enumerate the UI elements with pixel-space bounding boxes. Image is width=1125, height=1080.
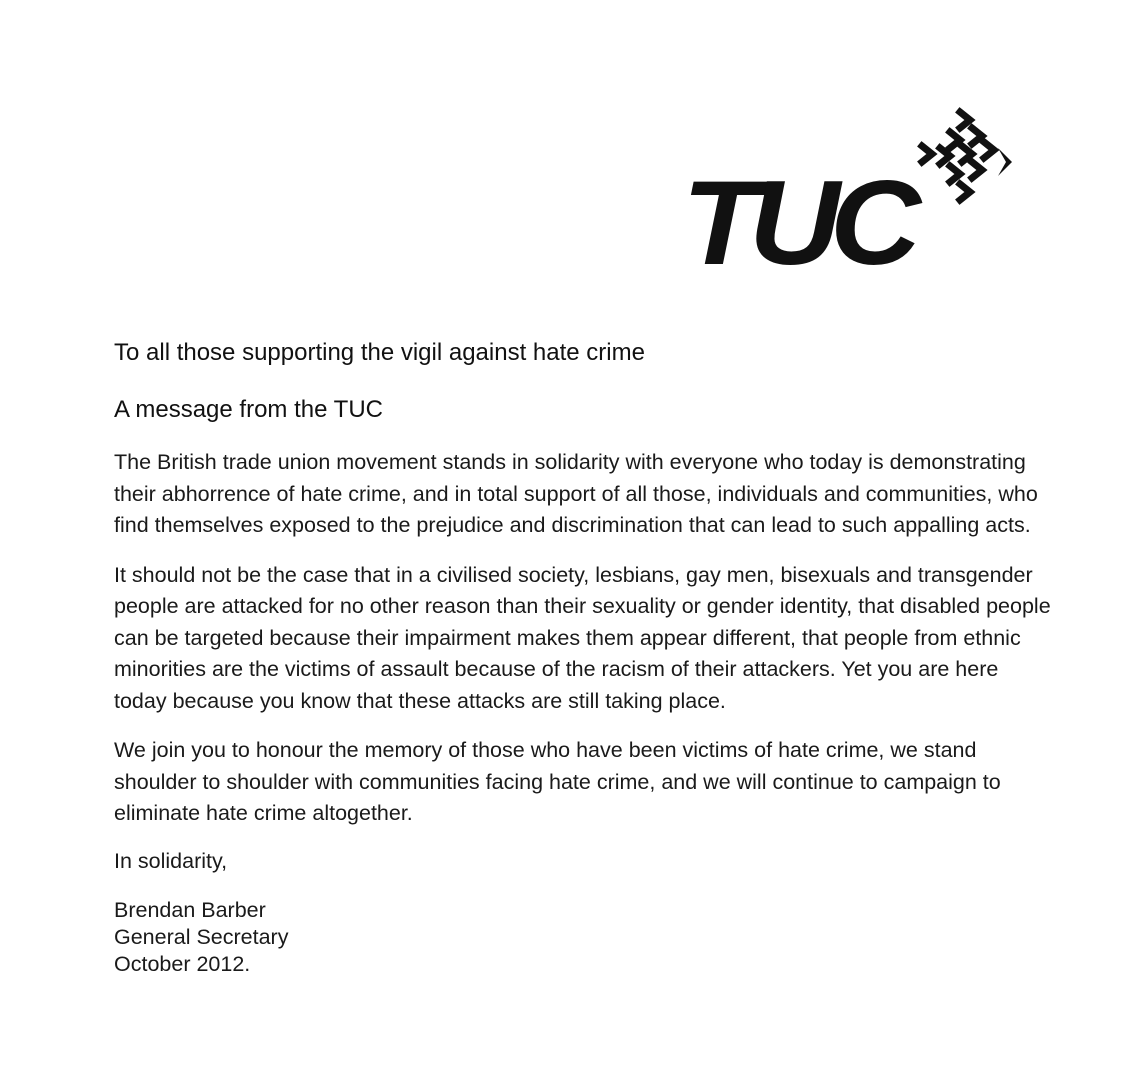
paragraph-2: It should not be the case that in a civilised society, lesbians, gay men, bisexuals and transgender people are attacked for no other reason than their sexuality or gender identity, that disabled people can be targeted because their impairment makes them appear different, that people from ethnic minorities are the victims of assault because of the racism of their attackers. Yet you are here today because you know that these attacks are still taking place. (114, 562, 1051, 713)
closing-line: In solidarity, (114, 848, 228, 873)
letter-date: October 2012. (114, 951, 251, 976)
tuc-logo (682, 104, 1027, 289)
signatory-title: General Secretary (114, 924, 289, 949)
chevron-arrows-icon (912, 104, 1022, 224)
logo-wordmark: TUC (682, 155, 911, 290)
signatory-name: Brendan Barber (114, 897, 266, 922)
letter-heading-1: To all those supporting the vigil against hate crime (114, 339, 645, 366)
paragraph-1: The British trade union movement stands in solidarity with everyone who today is demonstrating their abhorrence of hate crime, and in total support of all those, individuals and communities, who find themselves exposed to the prejudice and discrimination that can lead to such appalling acts. (114, 450, 1038, 537)
letter-heading-2: A message from the TUC (114, 396, 383, 423)
paragraph-3: We join you to honour the memory of those who have been victims of hate crime, we stand shoulder to shoulder with communities facing hate crime, and we will continue to campaign to eliminate hate crime altogether. (114, 738, 1001, 825)
letter-body (114, 338, 1054, 978)
